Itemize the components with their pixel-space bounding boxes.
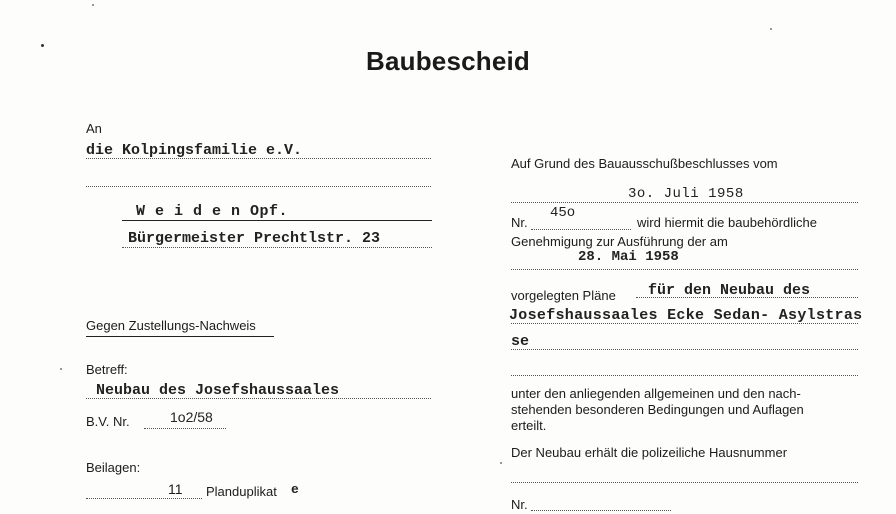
dotted-line <box>511 375 858 376</box>
scan-speck <box>60 368 62 370</box>
dotted-line <box>511 202 858 203</box>
betreff-label: Betreff: <box>86 362 128 377</box>
dotted-line <box>511 349 858 350</box>
nr-value: 45o <box>550 205 576 221</box>
bv-value: 1o2/58 <box>170 409 213 425</box>
dotted-line <box>144 428 226 429</box>
recipient-street: Bürgermeister Prechtlstr. 23 <box>128 230 381 247</box>
recipient-name: die Kolpingsfamilie e.V. <box>86 142 303 159</box>
scan-speck <box>92 4 94 6</box>
underline <box>86 336 274 337</box>
underline <box>122 220 432 221</box>
conditions-1: unter den anliegenden allgemeinen und den nach- <box>511 386 801 401</box>
dotted-line <box>511 482 858 483</box>
nr-label: Nr. <box>511 215 528 230</box>
plans-value-1: für den Neubau des <box>648 282 811 299</box>
document-title: Baubescheid <box>365 46 531 76</box>
intro-text: Auf Grund des Bauausschußbeschlusses vom <box>511 156 778 171</box>
house-number-text: Der Neubau erhält die polizeiliche Hausnummer <box>511 445 788 460</box>
dotted-line <box>511 323 858 324</box>
scan-speck <box>770 28 772 30</box>
decision-date: 3o. Juli 1958 <box>628 186 744 202</box>
plans-value-2: Josefshaussaales Ecke Sedan- Asylstras <box>509 307 863 324</box>
plans-value-3: se <box>511 333 530 350</box>
conditions-3: erteilt. <box>511 418 547 433</box>
dotted-line <box>86 398 431 399</box>
an-label: An <box>86 121 102 136</box>
recipient-city: W e i d e n Opf. <box>136 203 289 220</box>
beilagen-text: Planduplikat <box>206 484 277 499</box>
dotted-line <box>531 229 631 230</box>
approval-text-2: Genehmigung zur Ausführung der am <box>511 234 728 249</box>
dotted-line <box>122 247 432 248</box>
scan-speck <box>500 462 502 464</box>
plans-label: vorgelegten Pläne <box>511 288 616 303</box>
bv-label: B.V. Nr. <box>86 414 130 429</box>
beilagen-suffix: e <box>291 482 299 497</box>
beilagen-count: 11 <box>168 481 183 497</box>
conditions-2: stehenden besonderen Bedingungen und Auflagen <box>511 402 804 417</box>
nr2-label: Nr. <box>511 497 528 512</box>
betreff-value: Neubau des Josefshaussaales <box>96 382 340 399</box>
beilagen-label: Beilagen: <box>86 460 141 475</box>
approval-text-1: wird hiermit die baubehördliche <box>637 215 817 230</box>
dotted-line <box>511 269 858 270</box>
dotted-line <box>86 158 431 159</box>
delivery-note: Gegen Zustellungs-Nachweis <box>86 318 256 333</box>
dotted-line <box>531 510 671 511</box>
plans-date: 28. Mai 1958 <box>578 249 679 265</box>
dotted-line <box>86 186 431 187</box>
dotted-line <box>86 498 202 499</box>
